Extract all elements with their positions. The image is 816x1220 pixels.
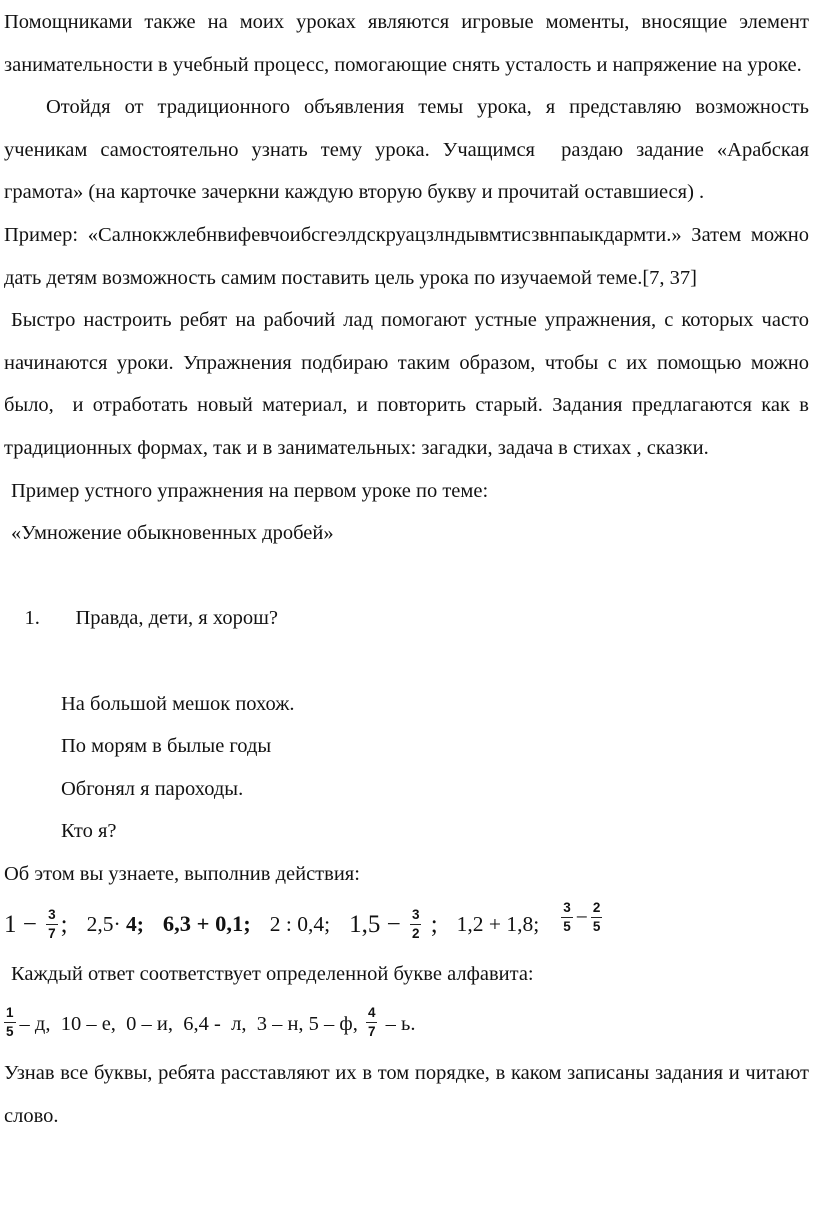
fraction: $\frac{3}{7}$ <box>48 907 56 941</box>
paragraph-example-heading: Пример устного упражнения на первом уроке по теме: <box>11 479 489 502</box>
numbered-list-item <box>4 555 809 683</box>
paragraph-actions-prompt: Об этом вы узнаете, выполнив действия: <box>4 862 360 885</box>
math-expression-5: 1,5 − $\frac{3}{2}$ ; <box>349 907 438 941</box>
alphabet-pairs-tail: – ь. <box>380 1012 416 1035</box>
math-expressions-row <box>4 895 809 953</box>
alphabet-answers-row <box>4 996 809 1052</box>
math-expression-4: 2 : 0,4; <box>269 911 331 936</box>
list-item-number: 1. <box>24 607 40 630</box>
paragraph-intro: Помощниками также на моих уроках являются игровые моменты, вносящие элемент занимательности в учебный процесс, помогающие снять усталость и напряжение на уроке. <box>4 11 815 76</box>
fraction: $\frac{4}{7}$ <box>367 1005 376 1039</box>
fraction: $\frac{3}{5}$ <box>563 900 571 934</box>
poem-line: Обгонял я пароходы. <box>61 777 244 800</box>
paragraph-topic-title: «Умножение обыкновенных дробей» <box>11 522 334 545</box>
math-expression-1: 1 − $\frac{3}{7}$ ; <box>4 907 68 941</box>
math-expression-6: 1,2 + 1,8; <box>456 911 540 936</box>
poem-line: По морям в былые годы <box>61 735 272 758</box>
fraction: $\frac{1}{5}$ <box>6 1005 14 1039</box>
paragraph-theme-announcement: Отойдя от традиционного объявления темы урока, я представляю возможность ученикам самостоятельно узнать тему урока. Учащимся раздаю задание «Арабская грамота» (на карточке зачеркни каждую вторую букву и прочитай оставшиеся) . <box>4 96 815 204</box>
fraction: $\frac{2}{5}$ <box>592 900 601 934</box>
paragraph-example-cipher: Пример: «Салнокжлебнвифевчоибсгеэлдскруацзлндывмтисзвнпаыкдармти.» Затем можно дать детям возможность самим поставить цель урока по изучаемой теме.[7, 37] <box>4 223 815 289</box>
alphabet-pairs: – д, 10 – е, 0 – и, 6,4 - л, 3 – н, 5 – ф, <box>19 1012 363 1035</box>
poem-line: Кто я? <box>61 820 117 843</box>
paragraph-conclusion: Узнав все буквы, ребята расставляют их в том порядке, в каком записаны задания и читают слово. <box>4 1062 815 1127</box>
list-item-text: Правда, дети, я хорош? <box>75 607 278 630</box>
paragraph-oral-exercises: Быстро настроить ребят на рабочий лад помогают устные упражнения, с которых часто начинаются уроки. Упражнения подбираю таким образом, чтобы с их помощью можно было, и отработать новый материал, и повторить старый. Задания предлагаются как в традиционных формах, так и в занимательных: загадки, задача в стихах , сказки. <box>4 309 815 459</box>
paragraph-alphabet-prompt: Каждый ответ соответствует определенной букве алфавита: <box>11 963 534 986</box>
math-expression-2: 2,5· 4; <box>86 911 144 936</box>
math-expression-3: 6,3 + 0,1 ; <box>162 911 251 937</box>
fraction: $\frac{3}{2}$ <box>411 907 420 941</box>
poem-line: На большой мешок похож. <box>61 692 295 715</box>
math-expression-7: $\frac{3}{5}$ − $\frac{2}{5}$ <box>563 900 601 934</box>
